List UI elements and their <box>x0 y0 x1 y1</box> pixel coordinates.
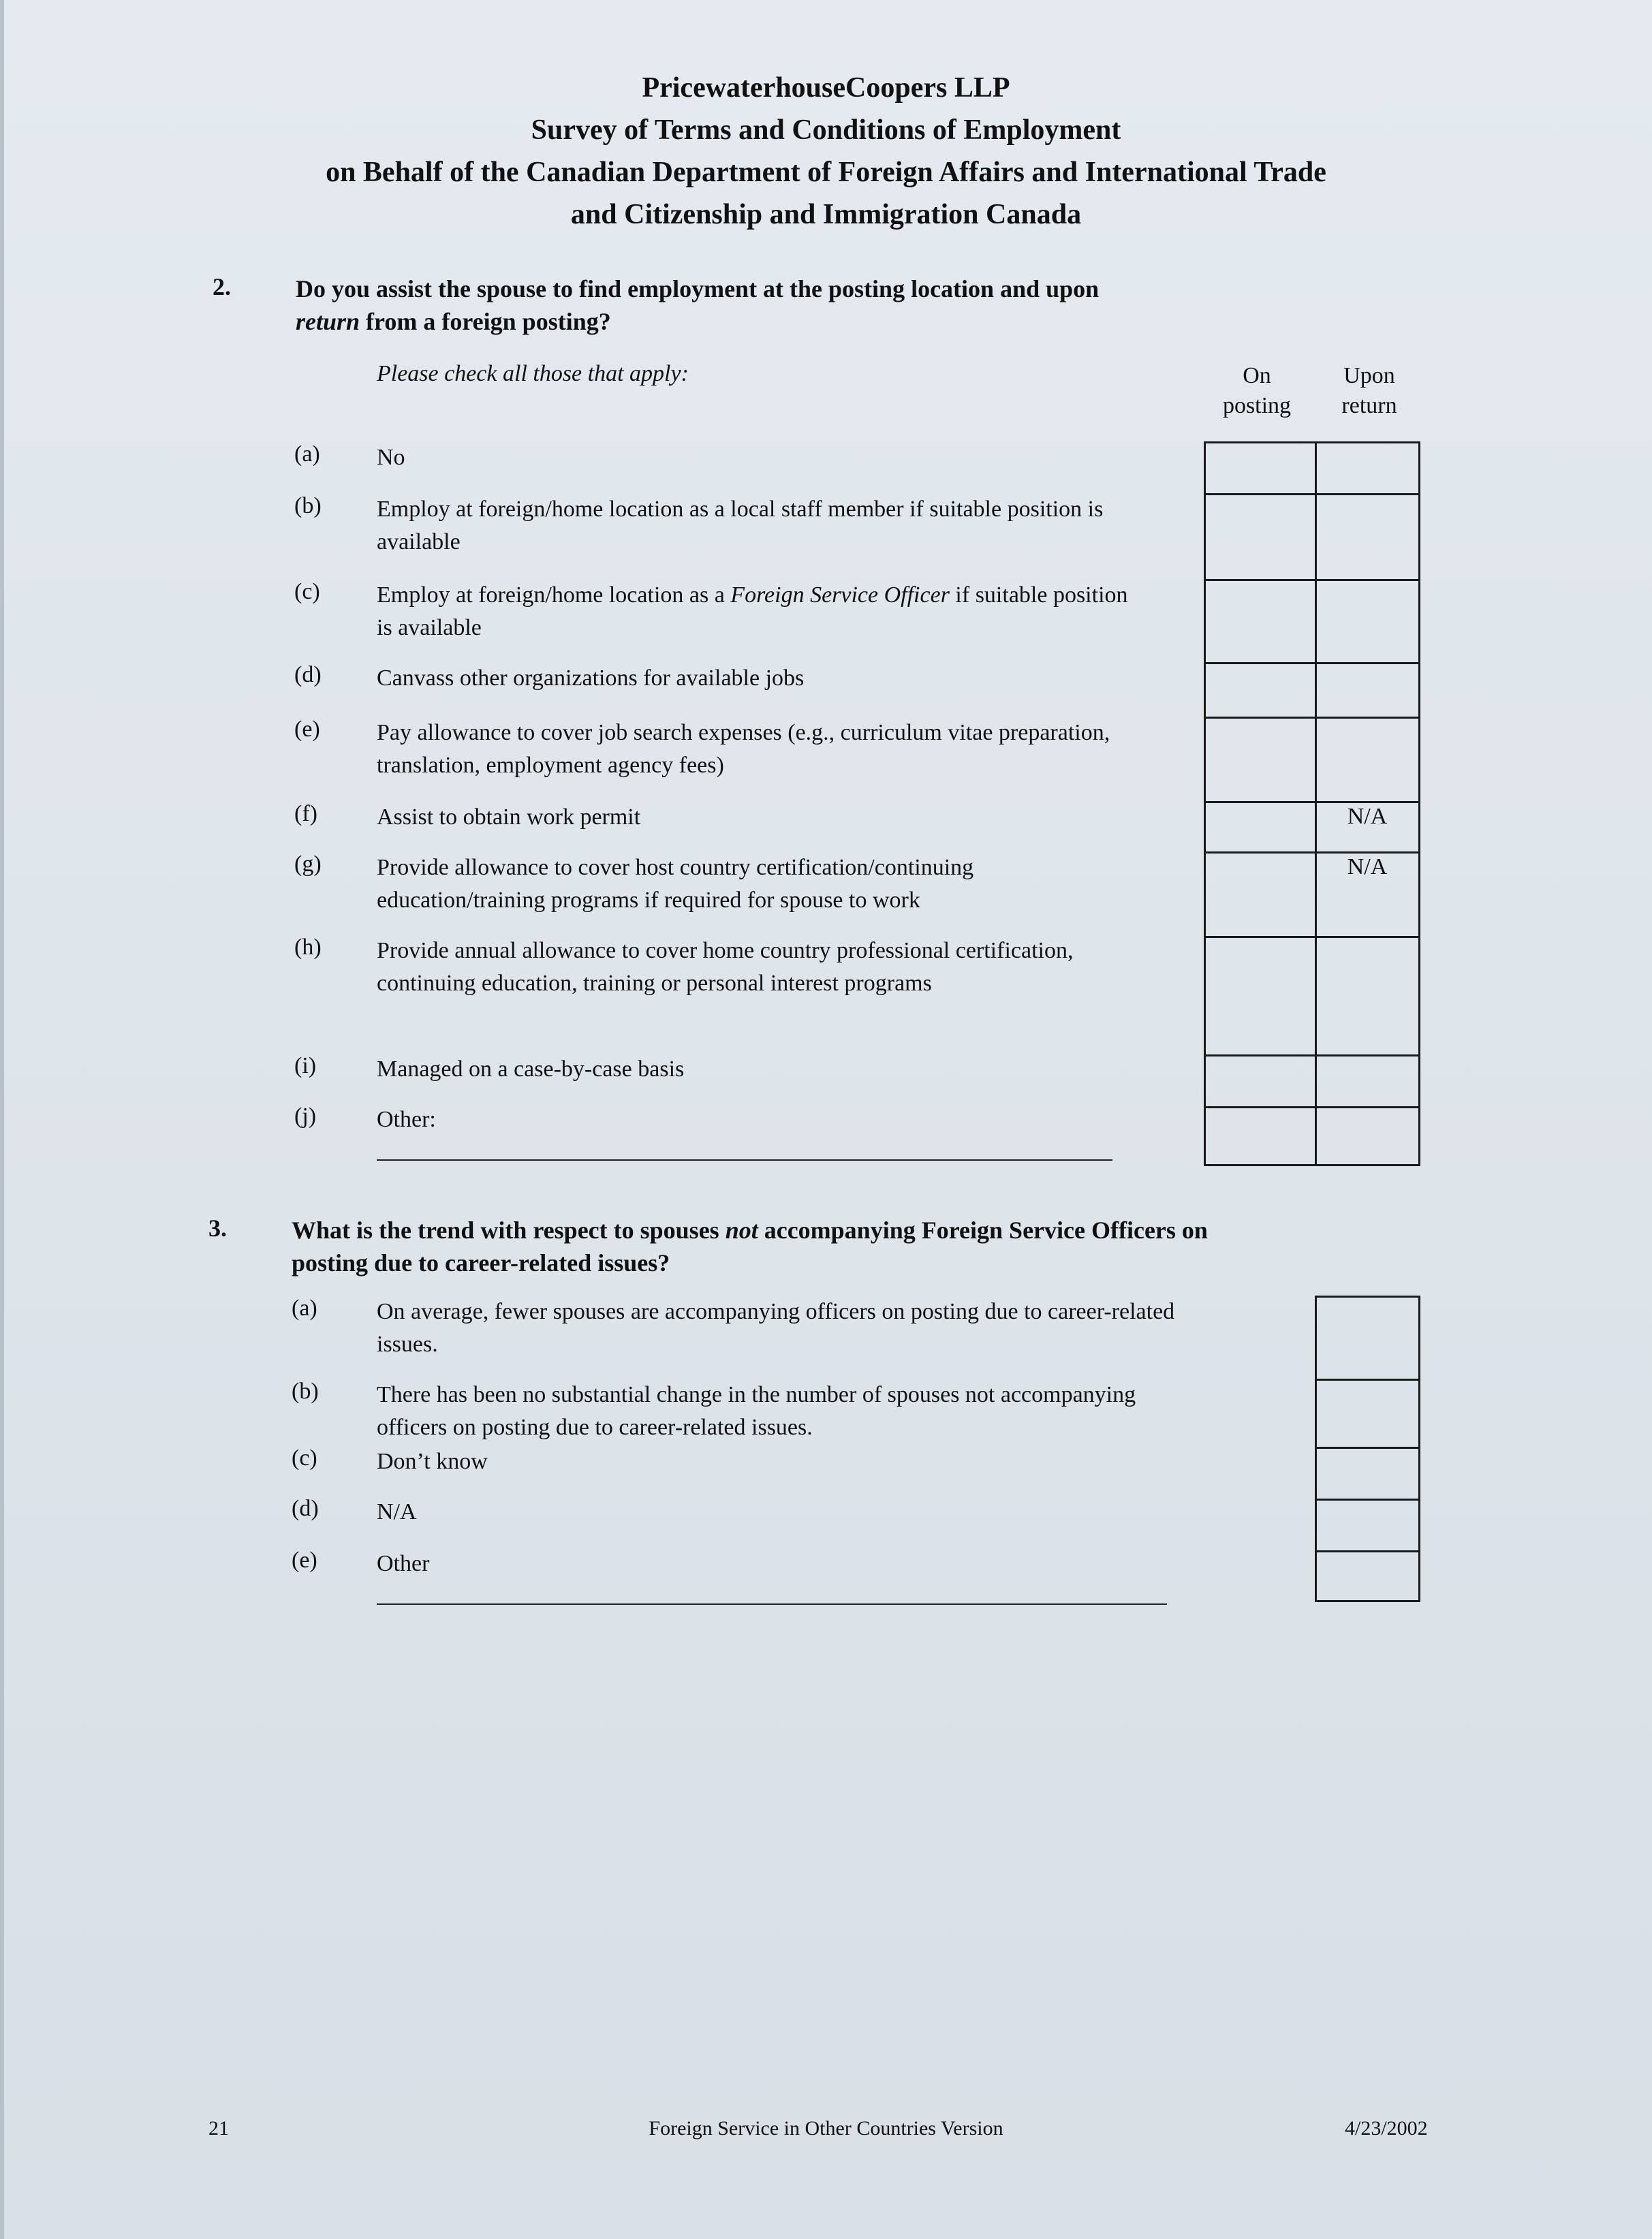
q2-option-c-letter: (c) <box>294 579 320 604</box>
q2-option-a-letter: (a) <box>294 441 320 467</box>
q3-option-b-text: There has been no substantial change in the number of spouses not accompanying officers on posting due to career-related issues. <box>377 1382 1136 1440</box>
header-survey-title: Survey of Terms and Conditions of Employment <box>531 114 1121 146</box>
q3-other-input-line[interactable] <box>377 1580 1167 1605</box>
header-company: PricewaterhouseCoopers LLP <box>642 72 1010 104</box>
q2-option-e-letter: (e) <box>294 717 320 742</box>
q3-option-e-label: Other <box>377 1551 430 1576</box>
q2-option-e-text: Pay allowance to cover job search expenses (e.g., curriculum vitae preparation, translation, employment agency fees) <box>377 720 1110 778</box>
col-header-on-posting <box>1204 361 1310 421</box>
q2-option-j-letter: (j) <box>294 1103 317 1129</box>
q3-option-a-letter: (a) <box>292 1296 317 1321</box>
grid-row-divider <box>1204 1054 1420 1056</box>
grid-row-divider <box>1204 579 1420 581</box>
grid-row-divider <box>1315 1550 1420 1552</box>
header-behalf-line: on Behalf of the Canadian Department of Foreign Affairs and International Trade <box>326 157 1326 188</box>
grid-row-divider <box>1315 1447 1420 1449</box>
grid-row-divider <box>1204 1106 1420 1108</box>
grid-row-divider <box>1204 851 1420 854</box>
q2-question-part1: Do you assist the spouse to find employment at the posting location and upon <box>296 275 1100 302</box>
q3-number: 3. <box>208 1215 227 1242</box>
col-posting-label: posting <box>1222 393 1292 418</box>
q2-option-d-letter: (d) <box>294 662 322 687</box>
q2-number: 2. <box>213 273 231 300</box>
q3-option-e-text <box>377 1548 1147 1614</box>
q2-instruction: Please check all those that apply: <box>377 361 689 386</box>
footer-date: 4/23/2002 <box>1345 2117 1428 2140</box>
q2-option-a-text: No <box>377 445 405 470</box>
grid-row-divider <box>1315 1499 1420 1501</box>
q2-option-j-label: Other: <box>377 1107 436 1132</box>
q2-option-c-italic: Foreign Service Officer <box>730 582 950 608</box>
q2-option-h-letter: (h) <box>294 935 322 960</box>
q2-option-g-text: Provide allowance to cover host country certification/continuing education/training programs if required for spouse to work <box>377 855 974 913</box>
q3-question-part2: accompanying Foreign Service Officers on posting due to career-related issues? <box>292 1217 1208 1277</box>
col-on-label: On <box>1243 363 1271 388</box>
q2-option-f-text: Assist to obtain work permit <box>377 804 641 830</box>
q2-option-d-text: Canvass other organizations for available jobs <box>377 666 805 691</box>
grid-row-divider <box>1315 1379 1420 1381</box>
q2-option-c-part1: Employ at foreign/home location as a <box>377 582 731 608</box>
q3-option-c-letter: (c) <box>292 1445 317 1471</box>
q3-question-italic: not <box>725 1217 758 1244</box>
q2-option-g-upon-return-na: N/A <box>1347 854 1388 879</box>
q2-question-italic: return <box>296 308 360 335</box>
q3-option-d-letter: (d) <box>292 1496 319 1521</box>
q3-question <box>292 1214 1245 1279</box>
q3-option-c-text: Don’t know <box>377 1449 488 1474</box>
q2-option-b-text: Employ at foreign/home location as a local staff member if suitable position is available <box>377 497 1104 554</box>
grid-row-divider <box>1204 801 1420 803</box>
q2-option-i-letter: (i) <box>294 1053 317 1078</box>
page-edge <box>0 0 4 2239</box>
q3-checkbox-column <box>1315 1296 1420 1602</box>
q2-option-c-part2: if suitable position is available <box>377 582 1128 640</box>
q3-option-a-text: On average, fewer spouses are accompanying officers on posting due to career-related issues. <box>377 1299 1175 1357</box>
document-header <box>0 67 1652 236</box>
col-return-label: return <box>1341 393 1397 418</box>
q3-option-b-letter: (b) <box>292 1379 319 1404</box>
grid-row-divider <box>1204 717 1420 719</box>
q2-option-f-upon-return-na: N/A <box>1347 804 1388 829</box>
grid-row-divider <box>1204 662 1420 664</box>
q3-option-d-text: N/A <box>377 1499 417 1524</box>
q2-option-i-text: Managed on a case-by-case basis <box>377 1056 685 1082</box>
q3-option-e-letter: (e) <box>292 1548 317 1573</box>
q2-option-g-letter: (g) <box>294 851 322 877</box>
q2-option-f-letter: (f) <box>294 801 317 826</box>
col-header-upon-return <box>1316 361 1422 421</box>
q2-option-h-text: Provide annual allowance to cover home country professional certification, continuing education, training or personal interest programs <box>377 938 1074 996</box>
q2-option-j-text <box>377 1103 1147 1170</box>
q2-option-c-text <box>377 579 1147 644</box>
q3-question-part1: What is the trend with respect to spouses <box>292 1217 726 1244</box>
grid-row-divider <box>1204 936 1420 938</box>
q2-question-part2: from a foreign posting? <box>360 308 611 335</box>
col-upon-label: Upon <box>1343 363 1395 388</box>
q2-question <box>296 272 1290 338</box>
footer-page-number: 21 <box>208 2117 229 2140</box>
footer-version: Foreign Service in Other Countries Version <box>649 2117 1003 2140</box>
q2-other-input-line[interactable] <box>377 1136 1112 1161</box>
header-citizenship-line: and Citizenship and Immigration Canada <box>570 199 1082 230</box>
q2-option-b-letter: (b) <box>294 493 322 518</box>
grid-row-divider <box>1204 493 1420 495</box>
